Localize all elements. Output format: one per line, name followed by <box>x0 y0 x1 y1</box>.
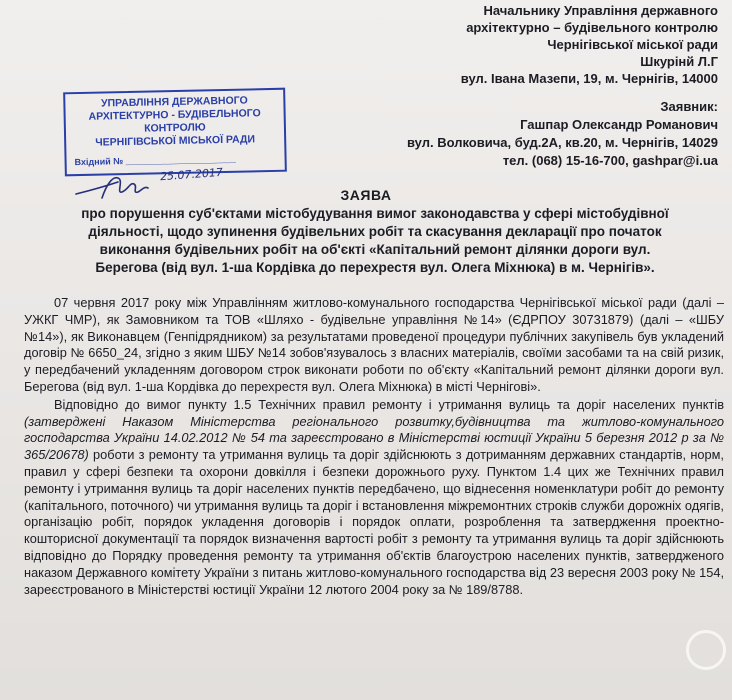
applicant-contacts: тел. (068) 15-16-700, gashpar@i.ua <box>502 153 718 168</box>
addressee-block <box>398 2 718 87</box>
paragraph-2-text-b: роботи з ремонту та утримання вулиць та доріг здійснюють з дотриманням державних стандартів, норм, правил у сфері безпеки та охорони довкілля і безпеки дорожнього руху. Пунктом 1.4 цих же Технічних правил ремонту і утримання вулиць та доріг населених пунктів передбачено, що віднесення номенклатури робіт до ремонту (капітального, поточного) чи утримання вулиць та доріг і встановлення міжремонтних строків служби дорожніх одягів, організацію робіт, порядок укладення договорів і порядок оплати, розроблення та затвердження проектно-кошторисної документації та порядок визначення вартості робіт з ремонту та утримання вулиць та доріг здійснюють відповідно до Порядку проведення ремонту та утримання об'єктів благоустрою населених пунктів, затвердженого наказом Державного комітету України з питань житлово-комунального господарства від 23 вересня 2003 року № 154, зареєстрованого в Міністерстві юстиції України 12 лютого 2004 року за № 189/8788. <box>24 447 724 597</box>
subject-line-2: діяльності, щодо зупинення будівельних робіт та скасування декларації про початок <box>88 224 662 239</box>
addressee-line-3: Чернігівської міської ради <box>547 37 718 52</box>
applicant-block <box>278 98 718 170</box>
stamp-line-4: ЧЕРНІГІВСЬКОЇ МІСЬКОЇ РАДИ <box>95 133 256 149</box>
addressee-line-1: Начальнику Управління державного <box>483 3 718 18</box>
stamp-line-2: АРХІТЕКТУРНО - БУДІВЕЛЬНОГО <box>88 107 261 123</box>
paragraph-2-text-a: Відповідно до вимог пункту 1.5 Технічних правил ремонту і утримання вулиць та доріг населених пунктів <box>54 396 724 412</box>
paragraph-2 <box>24 397 724 599</box>
subject-line-4: Берегова (від вул. 1-ша Кордівка до перехрестя вул. Олега Міхнюка) в м. Чернігів». <box>95 260 655 275</box>
addressee-line-5: вул. Івана Мазепи, 19, м. Чернігів, 14000 <box>460 71 718 86</box>
stamp-date: 25.07.2017 <box>159 165 224 184</box>
document-title: ЗАЯВА <box>340 187 392 203</box>
applicant-address: вул. Волковича, буд.2А, кв.20, м. Чернігів, 14029 <box>407 135 718 150</box>
applicant-label: Заявник: <box>660 99 718 114</box>
subject-line-1: про порушення суб'єктами містобудування вимог законодавства у сфері містобудівної <box>81 206 669 221</box>
stamp-incoming-label: Вхідний № ______________________ <box>74 153 236 168</box>
subject-line-3: виконання будівельних робіт на об'єкті «Капітальний ремонт ділянки дороги вул. <box>99 242 651 257</box>
stamp-line-3: КОНТРОЛЮ <box>144 121 206 135</box>
stamp-line-1: УПРАВЛІННЯ ДЕРЖАВНОГО <box>100 94 248 110</box>
paragraph-2-italic: (затверджені Наказом Міністерства регіонального розвитку,будівництва та житлово-комунального господарства України 14.02.2012 № 54 та зареєстровано в Міністерстві юстиції України 5 березня 2012 р за № 365/20678) <box>24 413 724 463</box>
addressee-line-2: архітектурно – будівельного контролю <box>466 20 718 35</box>
addressee-line-4: Шкурінй Л.Г <box>640 54 718 69</box>
paragraph-1: 07 червня 2017 року між Управлінням житлово-комунального господарства Чернігівської міської ради (далі – УЖКГ ЧМР), як Замовником та ТОВ «Шляхо - будівельне управління №14» (ЄДРПОУ 30731879) (далі – «ШБУ №14»), як Виконавцем (Генпідрядником) за результатами проведеної процедури публічних закупівель був укладений договір № 6650_24, згідно з яким ШБУ №14 зобов'язувалось з власних матеріалів, своїми засобами та на свій ризик, у передбачений укладенням договором строк виконати роботи по об'єкту «Капітальний ремонт ділянки дороги вул. Берегова (від вул. 1-ша Кордівка до перехрестя вул. Олега Міхнюка) в місті Чернігові». <box>24 295 724 394</box>
applicant-name: Гашпар Олександр Романович <box>520 117 718 132</box>
document-subject <box>30 205 720 277</box>
watermark-logo <box>686 630 726 670</box>
incoming-stamp <box>63 88 287 177</box>
document-body <box>24 295 724 598</box>
